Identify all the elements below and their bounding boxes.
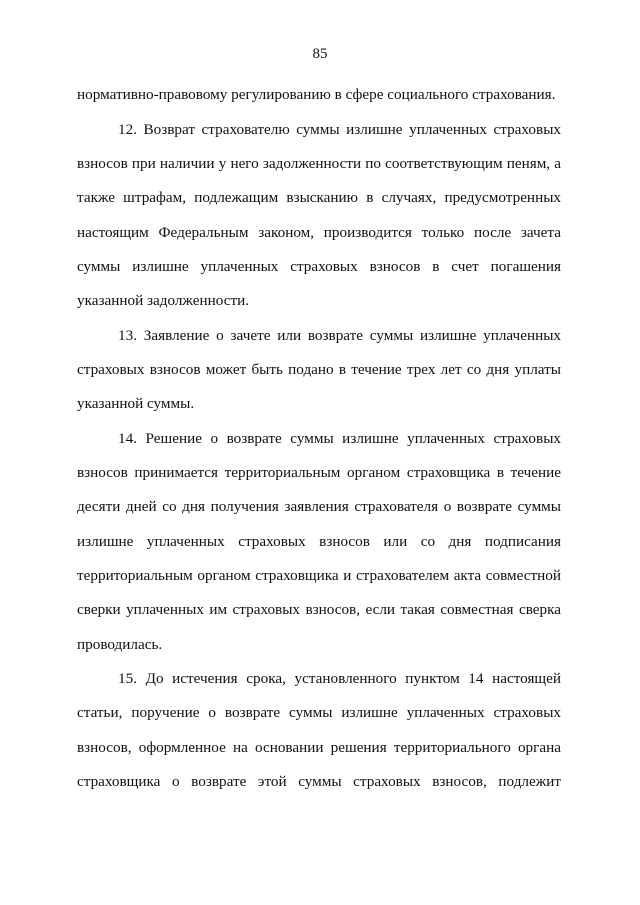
paragraph-15-start: 15. До истечения срока, установленного пунктом 14 настоящей xyxy=(118,670,561,687)
text-line: взносов при наличии у него задолженности по соответствующим пеням, а xyxy=(77,155,561,172)
text-line: также штрафам, подлежащим взысканию в случаях, предусмотренных xyxy=(77,189,561,206)
text-line: статьи, поручение о возврате суммы излишне уплаченных страховых xyxy=(77,704,561,721)
paragraph-13-start: 13. Заявление о зачете или возврате суммы излишне уплаченных xyxy=(118,327,561,344)
text-line: взносов принимается территориальным органом страховщика в течение xyxy=(77,464,561,481)
text-line: сверки уплаченных им страховых взносов, если такая совместная сверка xyxy=(77,601,561,618)
text-line: десяти дней со дня получения заявления страхователя о возврате суммы xyxy=(77,498,561,515)
text-line: проводилась. xyxy=(77,636,163,653)
text-line: суммы излишне уплаченных страховых взносов в счет погашения xyxy=(77,258,561,275)
text-line: взносов, оформленное на основании решения территориального органа xyxy=(77,739,561,756)
text-line: настоящим Федеральным законом, производится только после зачета xyxy=(77,224,561,241)
text-line: указанной суммы. xyxy=(77,395,195,412)
text-line: страховщика о возврате этой суммы страховых взносов, подлежит xyxy=(77,773,561,790)
text-line: излишне уплаченных страховых взносов или со дня подписания xyxy=(77,533,561,550)
text-line: нормативно-правовому регулированию в сфере социального страхования. xyxy=(77,86,556,103)
paragraph-12-start: 12. Возврат страхователю суммы излишне уплаченных страховых xyxy=(118,121,561,138)
text-line: территориальным органом страховщика и страхователем акта совместной xyxy=(77,567,561,584)
page-number: 85 xyxy=(312,46,328,62)
text-line: страховых взносов может быть подано в течение трех лет со дня уплаты xyxy=(77,361,561,378)
text-line: указанной задолженности. xyxy=(77,292,250,309)
paragraph-14-start: 14. Решение о возврате суммы излишне уплаченных страховых xyxy=(118,430,561,447)
